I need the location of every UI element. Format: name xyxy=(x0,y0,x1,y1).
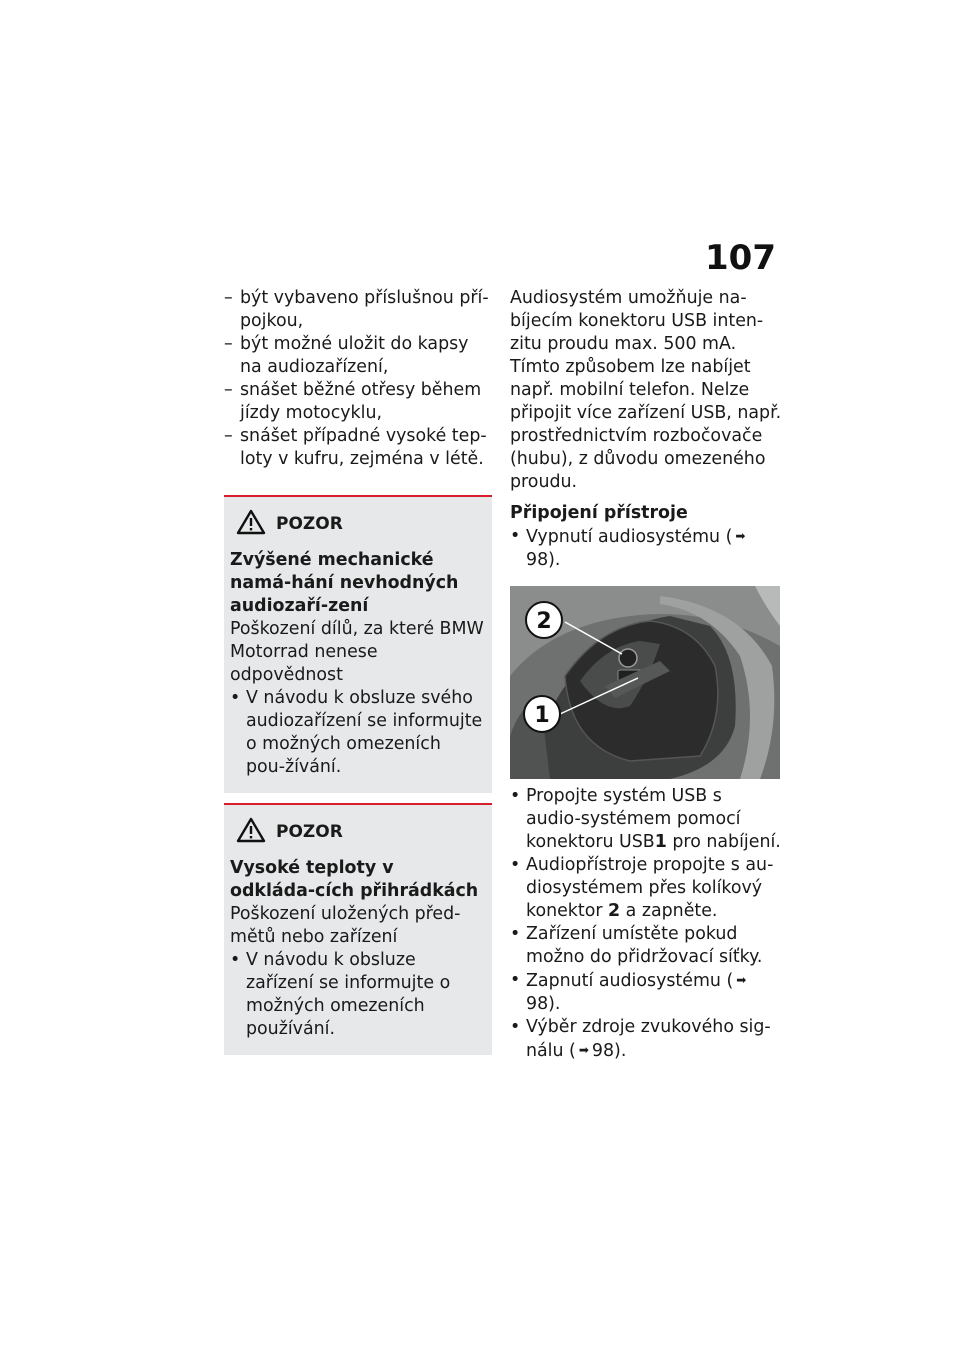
warning-header xyxy=(230,509,484,539)
list-item: – být vybaveno příslušnou pří-pojkou, xyxy=(224,287,492,333)
warning-label: POZOR xyxy=(276,514,343,534)
callout-1: 1 xyxy=(534,703,550,728)
step-text: Výběr zdroje zvukového sig-nálu ( xyxy=(526,1017,771,1061)
warning-box-temperature xyxy=(224,803,492,1055)
warning-triangle-icon xyxy=(236,817,266,847)
compartment-illustration xyxy=(510,586,780,779)
list-item: – snášet běžné otřesy během jízdy motocyklu, xyxy=(224,379,492,425)
warning-body: Poškození dílů, za které BMW Motorrad nenese odpovědnost xyxy=(230,619,484,685)
left-column xyxy=(224,287,492,1055)
list-item xyxy=(510,785,782,854)
requirements-list xyxy=(224,287,492,471)
page-reference: 98). xyxy=(526,550,561,570)
step-text: Propojte systém USB s audio-systémem pomocí konektoru USB xyxy=(526,786,741,852)
callout-ref: 2 xyxy=(608,901,621,921)
warning-label: POZOR xyxy=(276,822,343,842)
warning-bullets xyxy=(230,949,484,1041)
list-item: • V návodu k obsluze svého audiozařízení se informujte o možných omezeních pou-žívání. xyxy=(230,687,484,779)
list-item: – snášet případné vysoké tep-loty v kufru, zejména v létě. xyxy=(224,425,492,471)
list-item: – být možné uložit do kapsy na audiozařízení, xyxy=(224,333,492,379)
list-item xyxy=(510,854,782,923)
warning-box-mechanical xyxy=(224,495,492,793)
step-text: Vypnutí audiosystému ( xyxy=(526,527,733,547)
arrow-right-icon: ➡ xyxy=(735,529,746,543)
step-text: a zapněte. xyxy=(620,901,718,921)
callout-2: 2 xyxy=(536,609,552,634)
step-list xyxy=(510,785,782,1063)
list-item xyxy=(510,1016,782,1063)
page-reference: 98). xyxy=(591,1041,627,1061)
step-text: pro nabíjení. xyxy=(666,832,781,852)
section-heading: Připojení přístroje xyxy=(510,503,688,523)
warning-header xyxy=(230,817,484,847)
warning-title: Vysoké teploty v odkláda-cích přihrádkách xyxy=(230,858,479,901)
arrow-right-icon: ➡ xyxy=(578,1043,589,1057)
warning-triangle-icon xyxy=(236,509,266,539)
usb-connector-photo xyxy=(510,586,780,779)
warning-body: Poškození uložených před-mětů nebo zařízení xyxy=(230,904,461,947)
step-text: Audiopřístroje propojte s au-diosystémem přes kolíkový konektor xyxy=(526,855,774,921)
warning-bullets xyxy=(230,687,484,779)
step-text: Zapnutí audiosystému ( xyxy=(526,971,734,991)
page-reference: 98). xyxy=(526,994,561,1014)
list-item xyxy=(510,969,782,1016)
arrow-right-icon: ➡ xyxy=(736,973,747,987)
page-number: 107 xyxy=(705,238,776,278)
callout-ref: 1 xyxy=(654,832,667,852)
warning-title: Zvýšené mechanické namá-hání nevhodných audiozaří-zení xyxy=(230,550,459,616)
intro-paragraph: Audiosystém umožňuje na-bíjecím konektoru USB inten-zitu proudu max. 500 mA. Tímto způsobem lze nabíjet např. mobilní telefon. Nelze připojit více zařízení USB, např. prostřednictvím rozbočovače (hubu), z důvodu omezeného proudu. xyxy=(510,288,782,492)
list-item: • Zařízení umístěte pokud možno do přidržovací síťky. xyxy=(510,923,782,969)
step-list-pre xyxy=(510,525,782,572)
list-item: • V návodu k obsluze zařízení se informujte o možných omezeních používání. xyxy=(230,949,484,1041)
right-column xyxy=(510,287,782,1063)
list-item xyxy=(510,525,782,572)
